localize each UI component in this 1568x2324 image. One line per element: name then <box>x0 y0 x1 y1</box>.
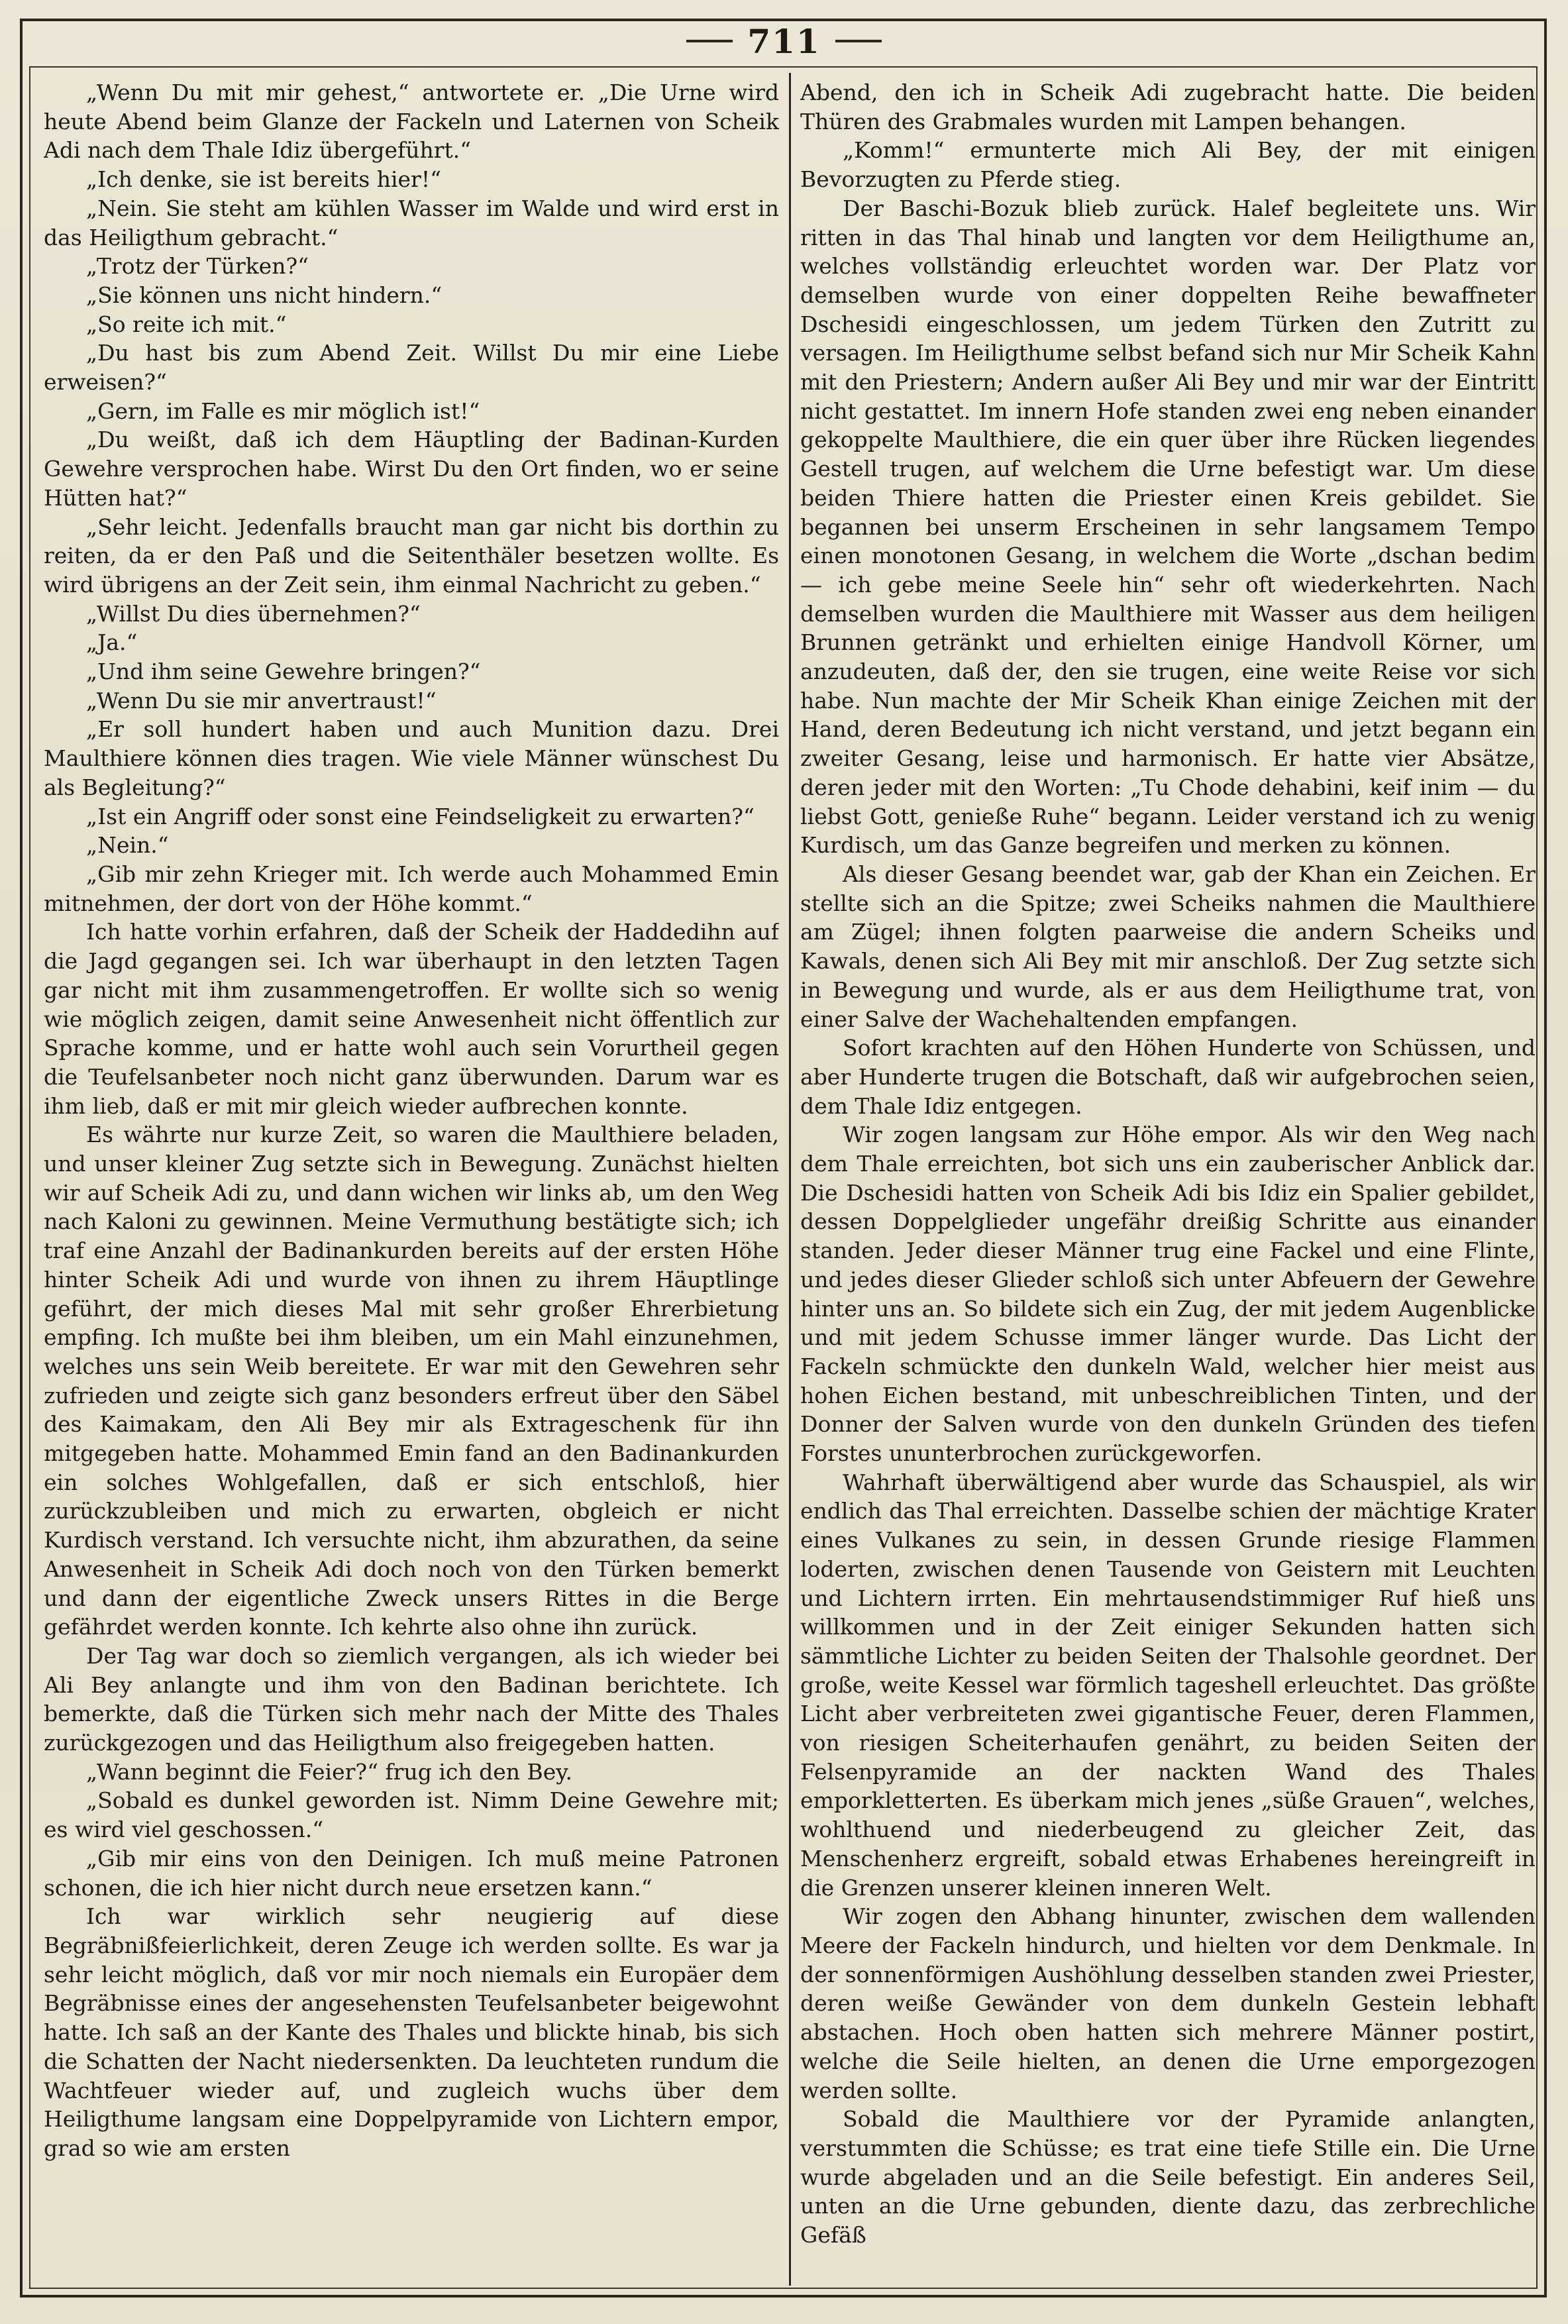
paragraph: „Ich denke, sie ist bereits hier!“ <box>86 166 441 193</box>
paragraph: „Nein.“ <box>86 832 169 859</box>
paragraph: „Ist ein Angriff oder sonst eine Feindseligkeit zu erwarten?“ <box>86 803 755 829</box>
paragraph: Sobald die Maulthiere vor der Pyramide anlangten, verstummten die Schüsse; es trat eine tiefe Stille ein. Die Urne wurde abgeladen und an die Seile befestigt. Ein anderes Seil, unten an die Urne gebunden, diente dazu, das zerbrechliche Gefäß <box>800 2106 1536 2248</box>
paragraph: „Sehr leicht. Jedenfalls braucht man gar nicht bis dorthin zu reiten, da er den Paß und die Seitenthäler besetzen wollte. Es wird übrigens an der Zeit sein, ihm einmal Nachricht zu geben.“ <box>44 513 779 598</box>
paragraph: Abend, den ich in Scheik Adi zugebracht hatte. Die beiden Thüren des Grabmales wurden mit Lampen behangen. <box>800 79 1536 134</box>
paragraph: Ich hatte vorhin erfahren, daß der Scheik der Haddedihn auf die Jagd gegangen sei. Ich war überhaupt in den letzten Tagen gar nicht mit ihm zusammengetroffen. Er wollte sich so wenig wie möglich zeigen, damit seine Anwesenheit nicht öffentlich zur Sprache komme, und er hatte wohl auch sein Vorurtheil gegen die Teufelsanbeter noch nicht ganz überwunden. Darum war es ihm lieb, daß er mit mir gleich wieder aufbrechen konnte. <box>44 919 779 1119</box>
page-header <box>0 20 1568 62</box>
paragraph: „Er soll hundert haben und auch Munition dazu. Drei Maulthiere können dies tragen. Wie viele Männer wünschest Du als Begleitung?“ <box>44 716 779 800</box>
paragraph: Sofort krachten auf den Höhen Hunderte von Schüssen, und aber Hunderte trugen die Botschaft, daß wir aufgebrochen seien, dem Thale Idiz entgegen. <box>800 1035 1536 1119</box>
paragraph: „Du hast bis zum Abend Zeit. Willst Du mir eine Liebe erweisen?“ <box>44 340 779 396</box>
paragraph: „Sie können uns nicht hindern.“ <box>86 282 443 308</box>
paragraph: Wir zogen langsam zur Höhe empor. Als wir den Weg nach dem Thale erreichten, bot sich uns ein zauberischer Anblick dar. Die Dschesidi hatten von Scheik Adi bis Idiz ein Spalier gebildet, dessen Doppelglieder ungefähr dreißig Schritte aus einander standen. Jeder dieser Männer trug eine Fackel und eine Flinte, und jedes dieser Glieder schloß sich unter Abfeuern der Gewehre hinter uns an. So bildete sich ein Zug, der mit jedem Augenblicke und mit jedem Schusse immer länger wurde. Das Licht der Fackeln schmückte den dunkeln Wald, welcher hier meist aus hohen Eichen bestand, mit unbeschreiblichen Tinten, und der Donner der Salven wurde von den dunkeln Gründen des tiefen Forstes ununterbrochen zurückgeworfen. <box>800 1122 1536 1467</box>
paragraph: Als dieser Gesang beendet war, gab der Khan ein Zeichen. Er stellte sich an die Spitze; zwei Scheiks nahmen die Maulthiere am Zügel; ihnen folgten paarweise die andern Scheiks und Kawals, denen sich Ali Bey mit mir anschloß. Der Zug setzte sich in Bewegung und wurde, als er aus dem Heiligthume trat, von einer Salve der Wachehaltenden empfangen. <box>800 861 1536 1032</box>
paragraph: „Gern, im Falle es mir möglich ist!“ <box>86 397 480 424</box>
paragraph: „Und ihm seine Gewehre bringen?“ <box>86 659 481 685</box>
left-column <box>44 78 779 2278</box>
header-rule-right <box>835 40 882 42</box>
paragraph: Der Tag war doch so ziemlich vergangen, als ich wieder bei Ali Bey anlangte und ihm von den Badinan berichtete. Ich bemerkte, daß die Türken sich mehr nach der Mitte des Thales zurückgezogen und das Heiligthum also freigegeben hatten. <box>44 1642 779 1756</box>
header-rule-left <box>686 40 733 42</box>
paragraph: „Sobald es dunkel geworden ist. Nimm Deine Gewehre mit; es wird viel geschossen.“ <box>44 1787 779 1843</box>
paragraph: „Nein. Sie steht am kühlen Wasser im Walde und wird erst in das Heiligthum gebracht.“ <box>44 195 779 250</box>
paragraph: Der Baschi-Bozuk blieb zurück. Halef begleitete uns. Wir ritten in das Thal hinab und langten vor dem Heiligthume an, welches vollständig erleuchtet worden war. Der Platz vor demselben wurde von einer doppelten Reihe bewaffneter Dschesidi eingeschlossen, um jedem Türken den Zutritt zu versagen. Im Heiligthume selbst befand sich nur Mir Scheik Kahn mit den Priestern; Andern außer Ali Bey und mir war der Eintritt nicht gestattet. Im innern Hofe standen zwei eng neben einander gekoppelte Maulthiere, die ein quer über ihre Rücken liegendes Gestell trugen, auf welchem die Urne befestigt war. Um diese beiden Thiere hatten die Priester einen Kreis gebildet. Sie begannen bei unserm Erscheinen in sehr langsamem Tempo einen monotonen Gesang, in welchem die Worte „dschan bedim — ich gebe meine Seele hin“ sehr oft wiederkehrten. Nach demselben wurden die Maulthiere mit Wasser aus dem heiligen Brunnen getränkt und erhielten einige Handvoll Körner, um anzudeuten, daß der, den sie trugen, eine weite Reise vor sich habe. Nun machte der Mir Scheik Khan einige Zeichen mit der Hand, deren Bedeutung ich nicht verstand, und jetzt begann ein zweiter Gesang, leise und harmonisch. Er hatte vier Absätze, deren jeder mit den Worten: „Tu Chode dehabini, keif inim — du liebst Gott, genieße Ruhe“ begann. Leider verstand ich zu wenig Kurdisch, um das Ganze begreifen und merken zu können. <box>800 195 1536 859</box>
paragraph: „Gib mir eins von den Deinigen. Ich muß meine Patronen schonen, die ich hier nicht durch neue ersetzen kann.“ <box>44 1845 779 1901</box>
paragraph: Wahrhaft überwältigend aber wurde das Schauspiel, als wir endlich das Thal erreichten. Dasselbe schien der mächtige Krater eines Vulkanes zu sein, in dessen Grunde riesige Flammen loderten, zwischen denen Tausende von Geistern mit Leuchten und Lichtern irrten. Ein mehrtausendstimmiger Ruf hieß uns willkommen und in der Zeit einiger Sekunden hatten sich sämmtliche Lichter zu beiden Seiten der Thalsohle geordnet. Der große, weite Kessel war förmlich tageshell erleuchtet. Das größte Licht aber verbreiteten zwei gigantische Feuer, deren Flammen, von riesigen Scheiterhaufen genährt, zu beiden Seiten der Felsenpyramide an der nackten Wand des Thales emporkletterten. Es überkam mich jenes „süße Grauen“, welches, wohlthuend und niederbeugend zu gleicher Zeit, das Menschenherz ergreift, sobald etwas Erhabenes hereingreift in die Grenzen unserer kleinen inneren Welt. <box>800 1469 1536 1901</box>
right-column <box>800 78 1536 2278</box>
paragraph: „Wann beginnt die Feier?“ frug ich den Bey. <box>86 1758 573 1785</box>
column-divider <box>789 73 791 2286</box>
page-number: 711 <box>747 21 821 61</box>
paragraph: „Wenn Du sie mir anvertraust!“ <box>86 687 437 713</box>
paragraph: Es währte nur kurze Zeit, so waren die Maulthiere beladen, und unser kleiner Zug setzte sich in Bewegung. Zunächst hielten wir auf Scheik Adi zu, und dann wichen wir links ab, um den Weg nach Kaloni zu gewinnen. Meine Vermuthung bestätigte sich; ich traf eine Anzahl der Badinankurden bereits auf der ersten Höhe hinter Scheik Adi und wurde von ihnen zu ihrem Häuptlinge geführt, der mich dieses Mal mit sehr großer Ehrerbietung empfing. Ich mußte bei ihm bleiben, um ein Mahl einzunehmen, welches uns sein Weib bereitete. Er war mit den Gewehren sehr zufrieden und zeigte sich ganz besonders erfreut über den Säbel des Kaimakam, den Ali Bey mir als Extrageschenk für ihn mitgegeben hatte. Mohammed Emin fand an den Badinankurden ein solches Wohlgefallen, daß er sich entschloß, hier zurückzubleiben und mich zu erwarten, obgleich er nicht Kurdisch verstand. Ich versuchte nicht, ihm abzurathen, da seine Anwesenheit in Scheik Adi doch noch von den Türken bemerkt und dann der eigentliche Zweck unsers Rittes in die Berge gefährdet werden konnte. Ich kehrte also ohne ihn zurück. <box>44 1122 779 1640</box>
paragraph: „So reite ich mit.“ <box>86 311 287 337</box>
paragraph: „Wenn Du mit mir gehest,“ antwortete er. „Die Urne wird heute Abend beim Glanze der Fackeln und Laternen von Scheik Adi nach dem Thale Idiz übergeführt.“ <box>44 79 779 164</box>
paragraph: Wir zogen den Abhang hinunter, zwischen dem wallenden Meere der Fackeln hindurch, und hielten vor dem Denkmale. In der sonnenförmigen Aushöhlung desselben standen zwei Priester, deren weiße Gewänder von dem dunkeln Gestein lebhaft abstachen. Hoch oben hatten sich mehrere Männer postirt, welche die Seile hielten, an denen die Urne emporgezogen werden sollte. <box>800 1903 1536 2103</box>
paragraph: „Gib mir zehn Krieger mit. Ich werde auch Mohammed Emin mitnehmen, der dort von der Höhe kommt.“ <box>44 861 779 916</box>
paragraph: „Trotz der Türken?“ <box>86 253 309 280</box>
paragraph: „Willst Du dies übernehmen?“ <box>86 600 421 627</box>
paragraph: „Du weißt, daß ich dem Häuptling der Badinan-Kurden Gewehre versprochen habe. Wirst Du den Ort finden, wo er seine Hütten hat?“ <box>44 427 779 511</box>
paragraph: „Ja.“ <box>86 629 138 656</box>
paragraph: „Komm!“ ermunterte mich Ali Bey, der mit einigen Bevorzugten zu Pferde stieg. <box>800 137 1536 193</box>
paragraph: Ich war wirklich sehr neugierig auf diese Begräbnißfeierlichkeit, deren Zeuge ich werden sollte. Es war ja sehr leicht möglich, daß vor mir noch niemals ein Europäer dem Begräbnisse eines der angesehensten Teufelsanbeter beigewohnt hatte. Ich saß an der Kante des Thales und blickte hinab, bis sich die Schatten der Nacht niedersenkten. Da leuchteten rundum die Wachtfeuer wieder auf, und zugleich wuchs über dem Heiligthume langsam eine Doppelpyramide von Lichtern empor, grad so wie am ersten <box>44 1903 779 2161</box>
